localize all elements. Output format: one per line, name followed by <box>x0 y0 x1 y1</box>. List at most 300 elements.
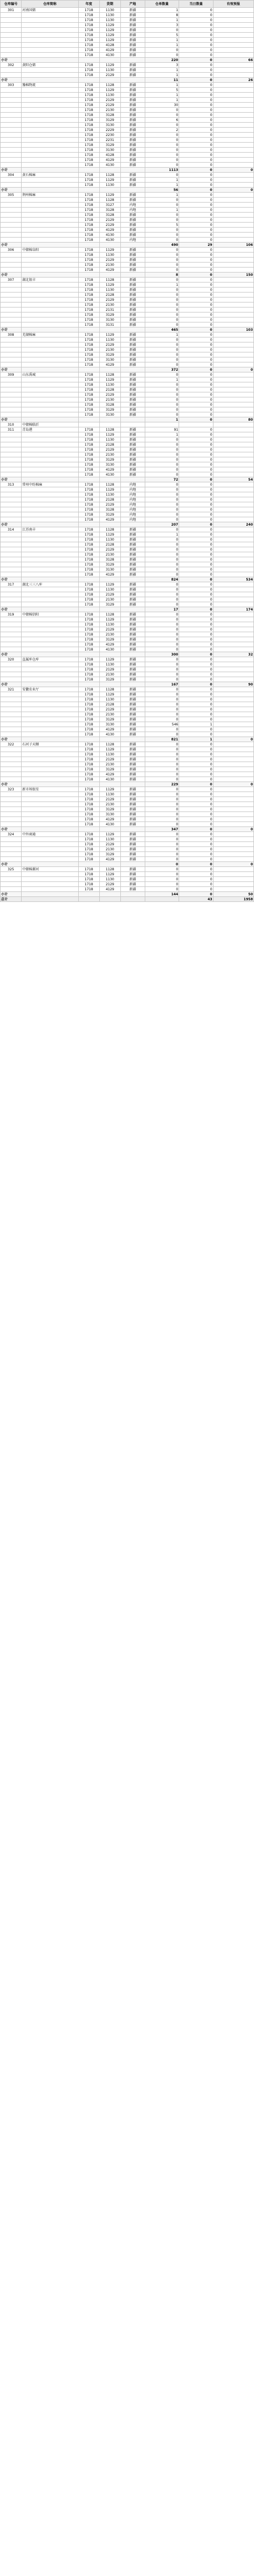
cell-margin <box>213 627 253 632</box>
cell-origin: 新疆 <box>120 432 145 437</box>
cell-qty: 0 <box>145 512 179 517</box>
cell-qty: 0 <box>145 877 179 882</box>
table-row <box>1 882 254 887</box>
cell-margin <box>213 492 253 497</box>
cell-period: 3130 <box>99 123 120 128</box>
cell-margin <box>213 163 253 168</box>
cell-origin: 新疆 <box>120 218 145 223</box>
cell-qty: 0 <box>145 872 179 877</box>
cell-origin: 新疆 <box>120 597 145 602</box>
table-row <box>1 667 254 672</box>
cell-qty: 0 <box>145 637 179 642</box>
cell-empty <box>99 188 120 193</box>
cell-year: 1718 <box>78 173 99 178</box>
cell-sold: 0 <box>179 877 214 882</box>
cell-empty <box>120 273 145 278</box>
cell-name <box>22 817 79 822</box>
table-row <box>1 722 254 727</box>
cell-year: 1718 <box>78 777 99 782</box>
cell-name: 安徽农业厅 <box>22 687 79 692</box>
cell-empty <box>99 327 120 332</box>
cell-sold: 0 <box>179 223 214 228</box>
cell-period: 1128 <box>99 742 120 747</box>
table-row <box>1 233 254 238</box>
cell-origin: 新疆 <box>120 647 145 652</box>
cell-sold: 0 <box>179 802 214 807</box>
cell-year: 1718 <box>78 527 99 532</box>
cell-qty: 30 <box>145 103 179 108</box>
cell-qty: 91 <box>145 427 179 432</box>
table-row <box>1 612 254 617</box>
cell-period: 2130 <box>99 597 120 602</box>
cell-code <box>1 467 22 472</box>
grand-total-margin: 1958 <box>213 897 253 902</box>
cell-qty: 0 <box>145 397 179 402</box>
cell-empty <box>22 367 79 372</box>
cell-sold: 0 <box>179 487 214 492</box>
cell-name <box>22 347 79 352</box>
cell-year: 1718 <box>78 288 99 293</box>
cell-year: 1718 <box>78 317 99 322</box>
table-row <box>1 637 254 642</box>
cell-sold: 0 <box>179 707 214 712</box>
cell-sold: 0 <box>179 213 214 218</box>
cell-margin <box>213 872 253 877</box>
cell-origin: 新疆 <box>120 452 145 457</box>
cell-period: 3130 <box>99 148 120 153</box>
table-row <box>1 507 254 512</box>
cell-sold: 0 <box>179 472 214 477</box>
cell-qty: 0 <box>145 787 179 792</box>
cell-year: 1718 <box>78 412 99 417</box>
cell-origin: 新疆 <box>120 572 145 577</box>
cell-origin: 新疆 <box>120 567 145 572</box>
cell-origin: 新疆 <box>120 93 145 98</box>
subtotal-margin: 534 <box>213 577 253 582</box>
cell-name <box>22 118 79 123</box>
cell-sold: 0 <box>179 807 214 812</box>
grand-total-label: 总计 <box>1 897 22 902</box>
cell-sold: 0 <box>179 317 214 322</box>
cell-sold: 0 <box>179 642 214 647</box>
cell-name <box>22 223 79 228</box>
cell-qty: 1 <box>145 283 179 288</box>
header-row <box>1 1 254 8</box>
table-row <box>1 352 254 357</box>
cell-sold: 0 <box>179 632 214 637</box>
cell-qty: 6 <box>145 118 179 123</box>
subtotal-qty: 17 <box>145 607 179 612</box>
cell-name <box>22 133 79 138</box>
cell-period: 4129 <box>99 48 120 53</box>
cell-year: 1718 <box>78 108 99 113</box>
cell-year: 1718 <box>78 143 99 148</box>
cell-empty <box>78 417 99 422</box>
table-row <box>1 817 254 822</box>
cell-empty <box>22 273 79 278</box>
subtotal-row <box>1 782 254 787</box>
cell-code <box>1 762 22 767</box>
cell-period: 4129 <box>99 642 120 647</box>
table-row <box>1 28 254 33</box>
subtotal-sold: 0 <box>179 188 214 193</box>
cell-sold: 0 <box>179 457 214 462</box>
table-row <box>1 392 254 397</box>
cell-name <box>22 597 79 602</box>
cell-origin: 新疆 <box>120 128 145 133</box>
cell-year: 1718 <box>78 447 99 452</box>
cell-period: 1130 <box>99 792 120 797</box>
cell-qty: 1 <box>145 73 179 78</box>
cell-period: 3129 <box>99 352 120 357</box>
cell-qty: 0 <box>145 352 179 357</box>
cell-code <box>1 113 22 118</box>
cell-sold: 0 <box>179 298 214 303</box>
cell-name: 新市场银星 <box>22 787 79 792</box>
cell-period: 3129 <box>99 407 120 412</box>
table-row <box>1 228 254 233</box>
cell-name <box>22 797 79 802</box>
cell-qty: 0 <box>145 153 179 158</box>
cell-period: 2129 <box>99 757 120 762</box>
subtotal-sold: 0 <box>179 417 214 422</box>
table-row <box>1 657 254 662</box>
cell-name <box>22 337 79 342</box>
cell-name: 河南国储 <box>22 8 79 13</box>
table-row <box>1 213 254 218</box>
cell-code <box>1 362 22 367</box>
cell-period: 1130 <box>99 8 120 13</box>
cell-sold: 0 <box>179 198 214 203</box>
subtotal-qty: 207 <box>145 522 179 527</box>
cell-period: 1129 <box>99 747 120 752</box>
cell-period: 2128 <box>99 387 120 392</box>
cell-sold: 0 <box>179 627 214 632</box>
table-row <box>1 832 254 837</box>
table-row <box>1 198 254 203</box>
cell-margin <box>213 747 253 752</box>
table-row <box>1 278 254 283</box>
cell-code: 303 <box>1 83 22 88</box>
cell-margin <box>213 757 253 762</box>
cell-sold: 0 <box>179 193 214 198</box>
cell-margin <box>213 732 253 737</box>
cell-name <box>22 208 79 213</box>
cell-code <box>1 208 22 213</box>
cell-empty <box>120 862 145 867</box>
cell-year: 1718 <box>78 278 99 283</box>
cell-code <box>1 352 22 357</box>
cell-qty: 0 <box>145 887 179 892</box>
cell-origin: 新疆 <box>120 637 145 642</box>
cell-name <box>22 33 79 38</box>
cell-period: 3129 <box>99 767 120 772</box>
cell-name <box>22 502 79 507</box>
cell-sold: 0 <box>179 283 214 288</box>
cell-code <box>1 337 22 342</box>
cell-code <box>1 133 22 138</box>
cell-name <box>22 532 79 537</box>
cell-margin <box>213 198 253 203</box>
cell-code <box>1 342 22 347</box>
cell-margin <box>213 382 253 387</box>
cell-code: 307 <box>1 278 22 283</box>
cell-qty: 0 <box>145 627 179 632</box>
cell-name <box>22 73 79 78</box>
cell-qty: 0 <box>145 372 179 377</box>
cell-period: 4129 <box>99 517 120 522</box>
cell-period: 1130 <box>99 253 120 258</box>
cell-sold: 0 <box>179 218 214 223</box>
cell-period: 4130 <box>99 822 120 827</box>
subtotal-sold: 0 <box>179 522 214 527</box>
cell-period: 2130 <box>99 672 120 677</box>
cell-sold: 0 <box>179 178 214 183</box>
cell-margin <box>213 213 253 218</box>
cell-year: 1718 <box>78 148 99 153</box>
cell-origin: 新疆 <box>120 278 145 283</box>
cell-origin: 新疆 <box>120 842 145 847</box>
table-row <box>1 822 254 827</box>
subtotal-qty: 1113 <box>145 168 179 173</box>
cell-origin: 新疆 <box>120 178 145 183</box>
cell-year: 1718 <box>78 432 99 437</box>
cell-code <box>1 322 22 327</box>
cell-qty: 0 <box>145 727 179 732</box>
cell-empty <box>120 827 145 832</box>
cell-margin <box>213 208 253 213</box>
cell-period: 2130 <box>99 452 120 457</box>
cell-name <box>22 547 79 552</box>
cell-origin: 新疆 <box>120 392 145 397</box>
cell-year: 1718 <box>78 722 99 727</box>
table-body <box>1 8 254 902</box>
cell-period: 2128 <box>99 442 120 447</box>
cell-qty: 0 <box>145 747 179 752</box>
table-row <box>1 537 254 542</box>
cell-period: 2130 <box>99 762 120 767</box>
subtotal-row <box>1 273 254 278</box>
cell-origin: 新疆 <box>120 193 145 198</box>
cell-code <box>1 572 22 577</box>
cell-sold: 0 <box>179 542 214 547</box>
cell-period: 3130 <box>99 722 120 727</box>
cell-qty: 0 <box>145 527 179 532</box>
cell-name <box>22 198 79 203</box>
cell-year: 1718 <box>78 103 99 108</box>
table-row <box>1 53 254 58</box>
table-row <box>1 582 254 587</box>
cell-origin: 新疆 <box>120 757 145 762</box>
cell-empty <box>99 682 120 687</box>
cell-year: 1718 <box>78 372 99 377</box>
cell-name <box>22 512 79 517</box>
cell-name: 芜湖棉麻 <box>22 332 79 337</box>
cell-code <box>1 602 22 607</box>
cell-year: 1718 <box>78 183 99 188</box>
table-row <box>1 407 254 412</box>
cell-year: 1718 <box>78 203 99 208</box>
cell-empty <box>99 607 120 612</box>
cell-empty <box>99 782 120 787</box>
cell-name <box>22 218 79 223</box>
cell-period: 2130 <box>99 347 120 352</box>
cell-origin: 新疆 <box>120 342 145 347</box>
cell-year: 1718 <box>78 53 99 58</box>
cell-code <box>1 767 22 772</box>
cell-qty: 0 <box>145 457 179 462</box>
cell-origin: 内地 <box>120 238 145 243</box>
subtotal-qty: 229 <box>145 782 179 787</box>
table-row <box>1 752 254 757</box>
cell-name: 中储棉漯河 <box>22 867 79 872</box>
cell-qty: 0 <box>145 702 179 707</box>
cell-code <box>1 692 22 697</box>
cell-period: 2130 <box>99 303 120 307</box>
cell-name <box>22 258 79 263</box>
cell-qty: 0 <box>145 602 179 607</box>
table-row <box>1 842 254 847</box>
cell-code <box>1 812 22 817</box>
cell-sold: 0 <box>179 8 214 13</box>
table-row <box>1 517 254 522</box>
cell-origin: 新疆 <box>120 852 145 857</box>
cell-code: 325 <box>1 867 22 872</box>
cell-code <box>1 442 22 447</box>
cell-period: 1130 <box>99 437 120 442</box>
cell-period: 1129 <box>99 832 120 837</box>
table-row <box>1 567 254 572</box>
cell-code: 320 <box>1 657 22 662</box>
cell-sold: 0 <box>179 792 214 797</box>
cell-code <box>1 642 22 647</box>
cell-code <box>1 397 22 402</box>
cell-year: 1718 <box>78 208 99 213</box>
cell-code <box>1 497 22 502</box>
cell-sold: 0 <box>179 552 214 557</box>
cell-qty: 0 <box>145 802 179 807</box>
cell-origin: 新疆 <box>120 38 145 43</box>
cell-qty: 0 <box>145 288 179 293</box>
cell-name <box>22 457 79 462</box>
cell-origin: 新疆 <box>120 662 145 667</box>
cell-period: 2131 <box>99 307 120 312</box>
cell-sold: 0 <box>179 842 214 847</box>
cell-name: 山东禹城 <box>22 372 79 377</box>
cell-qty: 1 <box>145 377 179 382</box>
subtotal-margin: 0 <box>213 782 253 787</box>
cell-qty: 0 <box>145 472 179 477</box>
subtotal-sold: 1 <box>179 737 214 742</box>
cell-name <box>22 642 79 647</box>
cell-year: 1718 <box>78 597 99 602</box>
cell-origin: 新疆 <box>120 812 145 817</box>
subtotal-margin: 80 <box>213 417 253 422</box>
table-row <box>1 692 254 697</box>
cell-qty: 0 <box>145 837 179 842</box>
cell-qty: 0 <box>145 303 179 307</box>
cell-margin <box>213 632 253 637</box>
cell-name <box>22 757 79 762</box>
subtotal-qty: 220 <box>145 58 179 63</box>
cell-name: 中储棉临沂 <box>22 422 79 427</box>
cell-name <box>22 602 79 607</box>
cell-origin: 新疆 <box>120 797 145 802</box>
table-row <box>1 342 254 347</box>
cell-qty: 0 <box>145 677 179 682</box>
cell-period: 2129 <box>99 592 120 597</box>
cell-origin: 新疆 <box>120 807 145 812</box>
cell-code <box>1 93 22 98</box>
cell-sold: 0 <box>179 732 214 737</box>
cell-sold: 0 <box>179 93 214 98</box>
subtotal-qty: 490 <box>145 243 179 248</box>
table-row <box>1 662 254 667</box>
cell-code <box>1 263 22 268</box>
subtotal-label: 小计 <box>1 782 22 787</box>
cell-sold: 0 <box>179 867 214 872</box>
cell-sold: 0 <box>179 412 214 417</box>
cell-year: 1718 <box>78 512 99 517</box>
cell-code <box>1 163 22 168</box>
table-row <box>1 143 254 148</box>
cell-empty <box>120 892 145 897</box>
cell-name <box>22 178 79 183</box>
cell-empty <box>22 577 79 582</box>
cell-code <box>1 847 22 852</box>
subtotal-sold: 0 <box>179 827 214 832</box>
cell-year: 1718 <box>78 118 99 123</box>
cell-name <box>22 253 79 258</box>
cell-year: 1718 <box>78 557 99 562</box>
cell-margin <box>213 592 253 597</box>
cell-year: 1718 <box>78 18 99 23</box>
cell-margin <box>213 402 253 407</box>
cell-name <box>22 283 79 288</box>
cell-empty <box>78 897 99 902</box>
cell-code <box>1 887 22 892</box>
warrant-table <box>0 0 254 902</box>
subtotal-row <box>1 577 254 582</box>
cell-sold: 0 <box>179 662 214 667</box>
cell-year: 1718 <box>78 637 99 642</box>
table-row <box>1 43 254 48</box>
cell-code <box>1 492 22 497</box>
table-row <box>1 288 254 293</box>
cell-year: 1718 <box>78 872 99 877</box>
cell-code <box>1 178 22 183</box>
table-row <box>1 732 254 737</box>
cell-empty <box>78 273 99 278</box>
cell-margin <box>213 517 253 522</box>
cell-qty: 0 <box>145 253 179 258</box>
table-row <box>1 148 254 153</box>
cell-qty: 5 <box>145 88 179 93</box>
table-row <box>1 422 254 427</box>
cell-sold: 1 <box>179 722 214 727</box>
cell-margin <box>213 387 253 392</box>
table-row <box>1 462 254 467</box>
table-row <box>1 317 254 322</box>
cell-qty: 0 <box>145 552 179 557</box>
cell-code <box>1 882 22 887</box>
cell-qty: 0 <box>145 717 179 722</box>
cell-year: 1718 <box>78 293 99 298</box>
cell-qty: 0 <box>145 312 179 317</box>
cell-name <box>22 572 79 577</box>
cell-margin <box>213 357 253 362</box>
cell-origin: 新疆 <box>120 712 145 717</box>
